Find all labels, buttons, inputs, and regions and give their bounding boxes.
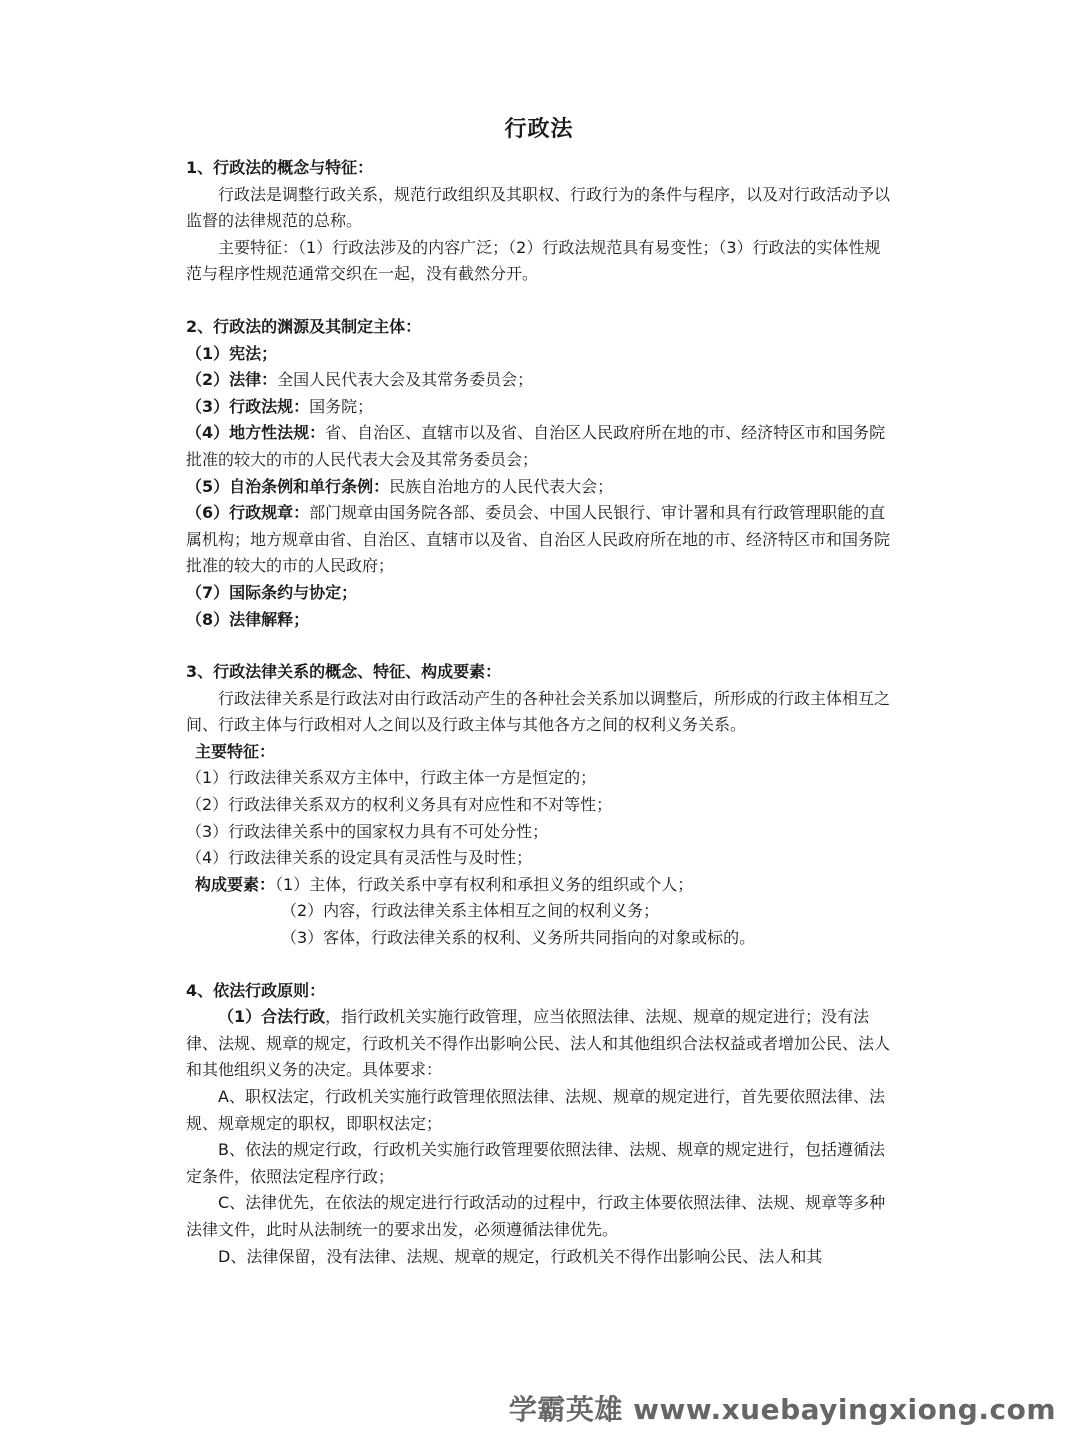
item-label: （2）法律：	[186, 370, 278, 390]
paragraph	[186, 1004, 892, 1084]
feature-item: （2）行政法律关系双方的权利义务具有对应性和不对等性；	[186, 795, 613, 815]
section-4	[186, 978, 892, 1271]
item-label: （7）国际条约与协定；	[186, 582, 358, 602]
list-item	[186, 580, 892, 607]
list-item	[186, 394, 892, 421]
feature-item: （1）行政法律关系双方主体中，行政主体一方是恒定的；	[186, 768, 597, 788]
element-item	[186, 872, 892, 899]
list-item	[186, 341, 892, 368]
item-label: （5）自治条例和单行条例：	[186, 476, 390, 496]
element-item: （2）内容，行政法律关系主体相互之间的权利义务；	[281, 901, 660, 921]
elements-label: 构成要素：	[195, 874, 276, 894]
list-item	[186, 367, 892, 394]
paragraph: 行政法是调整行政关系，规范行政组织及其职权、行政行为的条件与程序，以及对行政活动予以监督的法律规范的总称。	[186, 184, 891, 231]
section-1	[186, 155, 892, 288]
list-item	[186, 420, 892, 473]
paragraph: D、法律保留，没有法律、法规、规章的规定，行政机关不得作出影响公民、法人和其	[218, 1246, 823, 1266]
item-label: （6）行政规章：	[186, 503, 310, 523]
principle-label: （1）合法行政	[218, 1007, 326, 1027]
item-text: 民族自治地方的人民代表大会；	[389, 476, 614, 496]
paragraph: B、依法的规定行政，行政机关实施行政管理要依照法律、法规、规章的规定进行，包括遵循法定条件，依照法定程序行政；	[186, 1140, 885, 1186]
paragraph: A、职权法定，行政机关实施行政管理依照法律、法规、规章的规定进行，首先要依照法律、法规、规章规定的职权，即职权法定；	[186, 1087, 885, 1133]
item-label: （4）地方性法规：	[186, 423, 326, 443]
item-text: 全国人民代表大会及其常务委员会；	[277, 370, 534, 390]
paragraph: 行政法律关系是行政法对由行政活动产生的各种社会关系加以调整后，所形成的行政主体相互之间、行政主体与行政相对人之间以及行政主体与其他各方之间的权利义务关系。	[186, 688, 891, 735]
section-heading: 3、行政法律关系的概念、特征、构成要素：	[186, 662, 502, 682]
item-text: 省、自治区、直辖市以及省、自治区人民政府所在地的市、经济特区市和国务院批准的较大的市的人民代表大会及其常务委员会；	[186, 423, 886, 469]
list-item	[186, 474, 892, 501]
item-text: 部门规章由国务院各部、委员会、中国人民银行、审计署和具有行政管理职能的直属机构；地方规章由省、自治区、直辖市以及省、自治区人民政府所在地的市、经济特区市和国务院批准的较大的市的人民政府；	[186, 503, 891, 576]
features-label: 主要特征：	[195, 741, 276, 761]
principle-text: ，指行政机关实施行政管理，应当依照法律、法规、规章的规定进行；没有法律、法规、规章的规定，行政机关不得作出影响公民、法人和其他组织合法权益或者增加公民、法人和其他组织义务的决定。具体要求：	[186, 1007, 891, 1080]
list-item	[186, 500, 892, 580]
paragraph: C、法律优先，在依法的规定进行行政活动的过程中，行政主体要依照法律、法规、规章等多种法律文件，此时从法制统一的要求出发，必须遵循法律优先。	[186, 1193, 886, 1239]
section-2	[186, 314, 892, 633]
item-label: （1）宪法；	[186, 343, 278, 363]
list-item	[186, 607, 892, 634]
item-label: （8）法律解释；	[186, 609, 310, 629]
page-title: 行政法	[504, 117, 574, 142]
feature-item: （3）行政法律关系中的国家权力具有不可处分性；	[186, 821, 549, 841]
section-heading: 1、行政法的概念与特征：	[186, 158, 374, 177]
element-item: （3）客体，行政法律关系的权利、义务所共同指向的对象或标的。	[281, 928, 756, 948]
paragraph: 主要特征：（1）行政法涉及的内容广泛；（2）行政法规范具有易变性；（3）行政法的实体性规范与程序性规范通常交织在一起，没有截然分开。	[186, 237, 881, 284]
document-page	[186, 112, 892, 1296]
feature-item: （4）行政法律关系的设定具有灵活性与及时性；	[186, 848, 533, 868]
watermark-footer: 学霸英雄 www.xuebayingxiong.com	[508, 1393, 1056, 1426]
section-3	[186, 659, 892, 952]
section-heading: 2、行政法的渊源及其制定主体：	[186, 316, 422, 336]
item-label: （3）行政法规：	[186, 396, 310, 416]
element-text: （1）主体，行政关系中享有权利和承担义务的组织或个人；	[275, 874, 694, 894]
item-text: 国务院；	[309, 396, 374, 416]
section-heading: 4、依法行政原则：	[186, 980, 326, 1000]
